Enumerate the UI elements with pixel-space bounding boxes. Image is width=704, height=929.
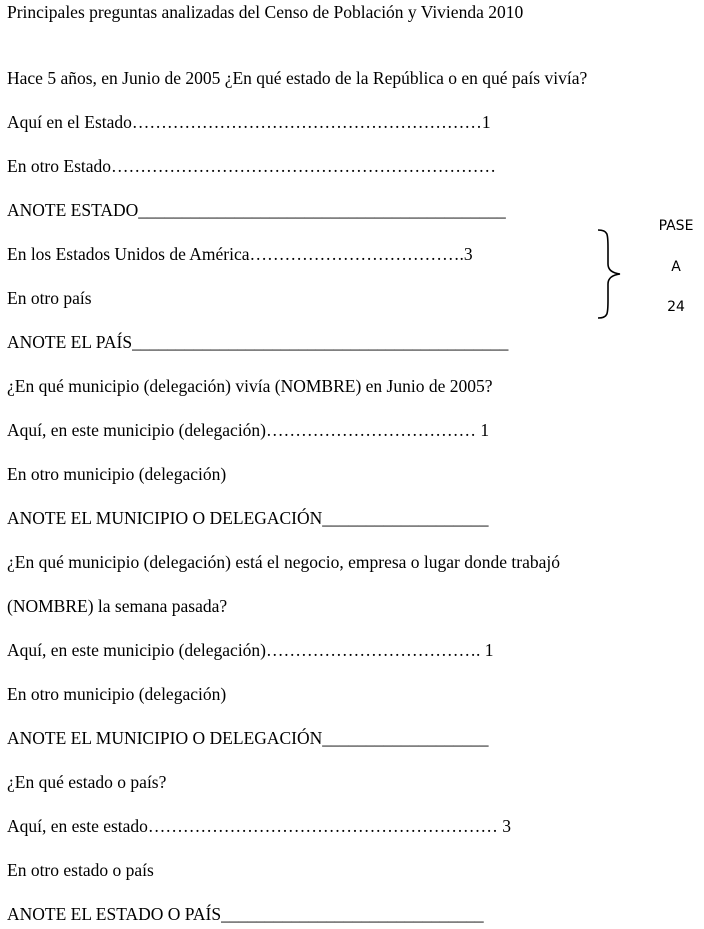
write-state-field: ANOTE ESTADO__________________________________________	[7, 200, 506, 220]
skip-note-pase: PASE	[658, 218, 694, 234]
write-state-country-field: ANOTE EL ESTADO O PAÍS______________________________	[7, 904, 484, 924]
option-same-municipality: Aquí, en este municipio (delegación)……………………………… 1	[7, 420, 490, 440]
option-united-states: En los Estados Unidos de América……………………………….3	[7, 244, 473, 264]
right-brace-icon	[594, 228, 624, 320]
skip-note-number: 24	[667, 299, 685, 315]
question-residence-2005: Hace 5 años, en Junio de 2005 ¿En qué estado de la República o en qué país vivía?	[7, 68, 588, 88]
option-other-state-country: En otro estado o país	[7, 860, 154, 880]
write-municipality-field: ANOTE EL MUNICIPIO O DELEGACIÓN___________________	[7, 508, 489, 528]
option-other-municipality: En otro municipio (delegación)	[7, 464, 227, 484]
write-work-municipality-field: ANOTE EL MUNICIPIO O DELEGACIÓN___________________	[7, 728, 489, 748]
option-work-same-municipality: Aquí, en este municipio (delegación)………………………………. 1	[7, 640, 494, 660]
question-municipality-2005: ¿En qué municipio (delegación) vivía (NOMBRE) en Junio de 2005?	[7, 376, 493, 396]
question-state-or-country: ¿En qué estado o país?	[7, 772, 167, 792]
skip-note-a: A	[671, 259, 681, 275]
option-same-state: Aquí en el Estado……………………………………………………1	[7, 112, 491, 132]
question-work-municipality-cont: (NOMBRE) la semana pasada?	[7, 596, 228, 616]
option-work-other-municipality: En otro municipio (delegación)	[7, 684, 227, 704]
option-other-state: En otro Estado…………………………………………………………	[7, 156, 497, 176]
page-title: Principales preguntas analizadas del Censo de Población y Vivienda 2010	[7, 2, 524, 22]
option-same-state-work: Aquí, en este estado…………………………………………………… 3	[7, 816, 512, 836]
write-country-field: ANOTE EL PAÍS___________________________________________	[7, 332, 509, 352]
question-work-municipality: ¿En qué municipio (delegación) está el negocio, empresa o lugar donde trabajó	[7, 552, 560, 572]
option-other-country: En otro país	[7, 288, 92, 308]
